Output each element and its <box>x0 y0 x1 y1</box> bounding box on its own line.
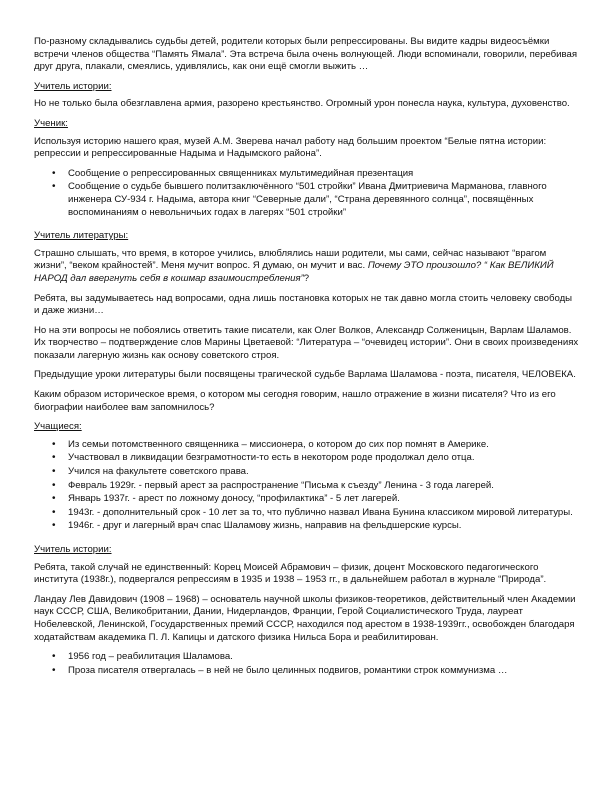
students-list <box>34 439 579 533</box>
literature-paragraph-4: Предыдущие уроки литературы были посвящены трагической судьбе Варлама Шаламова - поэта, писателя, ЧЕЛОВЕКА. <box>34 369 576 381</box>
list-item: • Февраль 1929г. - первый арест за распространение “Письма к съезду” Ленина - 3 года лагерей. <box>68 480 579 493</box>
list-item: • Сообщение о судьбе бывшего политзаключённого “501 стройки” Ивана Дмитриевича Марманова, главного инженера СУ-934 г. Надыма, автора книг “Северные дали”, “Страна деревянного солнца”, посвящённых воспоминаниям о невольничьих годах в лагерях “501 стройки” <box>68 181 579 219</box>
list-item: • Из семьи потомственного священника – миссионера, о котором до сих пор помнят в Америке. <box>68 439 579 452</box>
student-list <box>34 168 579 219</box>
literature-paragraph-2: Ребята, вы задумываетесь над вопросами, одна лишь постановка которых не так давно могла стоить человеку свободы и даже жизни… <box>34 292 573 317</box>
list-item: • 1956 год – реабилитация Шаламова. <box>68 651 579 664</box>
history-list <box>34 651 579 677</box>
italic-question: Почему ЭТО произошло? “ Как ВЕЛИКИЙ НАРОД дал ввергнуть себя в кошмар взаимоистребления” <box>34 260 554 284</box>
speaker-label-literature-teacher: Учитель литературы: <box>34 230 129 242</box>
speaker-label-student: Ученик: <box>34 117 68 129</box>
history-paragraph-2: Ландау Лев Давидович (1908 – 1968) – основатель научной школы физиков-теоретиков, действительный член Академии наук СССР, США, Великобритании, Дании, Нидерландов, Франции, Герой Социалистического Труда, лауреат Нобелевской, Ленинской, Государственных премий СССР, находился под арестом в 1938-1939гг., освобожден благодаря ходатайствам академика П. Л. Капицы и датского физика Нильса Бора и реабилитирован. <box>34 593 576 643</box>
student-paragraph: Используя историю нашего края, музей А.М. Зверева начал работу над большим проектом “Белые пятна истории: репрессии и репрессированные Надыма и Надымского района”. <box>34 135 547 160</box>
history-paragraph-1: Ребята, такой случай не единственный: Корец Моисей Абрамович – физик, доцент Московского педагогического института (1938г.), подвергался репрессиям в 1935 и 1938 – 1953 гг., в дальнейшем работал в журнале “Природа”. <box>34 561 547 586</box>
paragraph-text: ? <box>303 272 310 284</box>
literature-paragraph-1 <box>34 248 579 286</box>
history-teacher-paragraph: Но не только была обезглавлена армия, разорено крестьянство. Огромный урон понесла наука, культура, духовенство. <box>34 98 570 110</box>
paragraph-text: Страшно слышать, что время, в которое учились, влюблялись наши родители, мы сами, сейчас называют “врагом жизни”, “веком крайностей”. Меня мучит вопрос. Я думаю, он мучит и вас. <box>34 247 547 272</box>
list-item: • Учился на факультете советского права. <box>68 466 579 479</box>
list-item: • 1946г. - друг и лагерный врач спас Шаламову жизнь, направив на фельдшерские курсы. <box>68 520 579 533</box>
list-item: • Участвовал в ликвидации безграмотности-то есть в некотором роде продолжал дело отца. <box>68 452 579 465</box>
list-item: • Январь 1937г. - арест по ложному доносу, “профилактика” - 5 лет лагерей. <box>68 493 579 506</box>
speaker-label-students: Учащиеся: <box>34 421 82 433</box>
document-page <box>34 36 579 684</box>
intro-paragraph: По-разному складывались судьбы детей, родители которых были репрессированы. Вы видите кадры видеосъёмки встречи членов общества “Память Ямала”. Эта встреча была очень волнующей. Люди вспоминали, говорили, перебивая друг друга, плакали, смеялись, удивлялись, как они ещё смогли выжить … <box>34 36 578 73</box>
speaker-label-history-teacher: Учитель истории: <box>34 80 112 92</box>
literature-paragraph-3: Но на эти вопросы не побоялись ответить такие писатели, как Олег Волков, Александр Солженицын, Варлам Шаламов. Их творчество – подтверждение слов Марины Цветаевой: “Литература – “очевидец истории”. Они в своих произведениях показали лагерную жизнь как основу советского строя. <box>34 324 579 361</box>
list-item: • Сообщение о репрессированных священниках мультимедийная презентация <box>68 168 579 181</box>
list-item: • Проза писателя отвергалась – в ней не было целинных подвигов, романтики строк коммунизма … <box>68 665 579 678</box>
literature-paragraph-5: Каким образом историческое время, о котором мы сегодня говорим, нашло отражение в жизни писателя? Что из его биографии наиболее вам запомнилось? <box>34 389 556 413</box>
speaker-label-history-teacher-2: Учитель истории: <box>34 544 112 555</box>
list-item: • 1943г. - дополнительный срок - 10 лет за то, что публично назвал Ивана Бунина классиком мировой литературы. <box>68 507 579 520</box>
